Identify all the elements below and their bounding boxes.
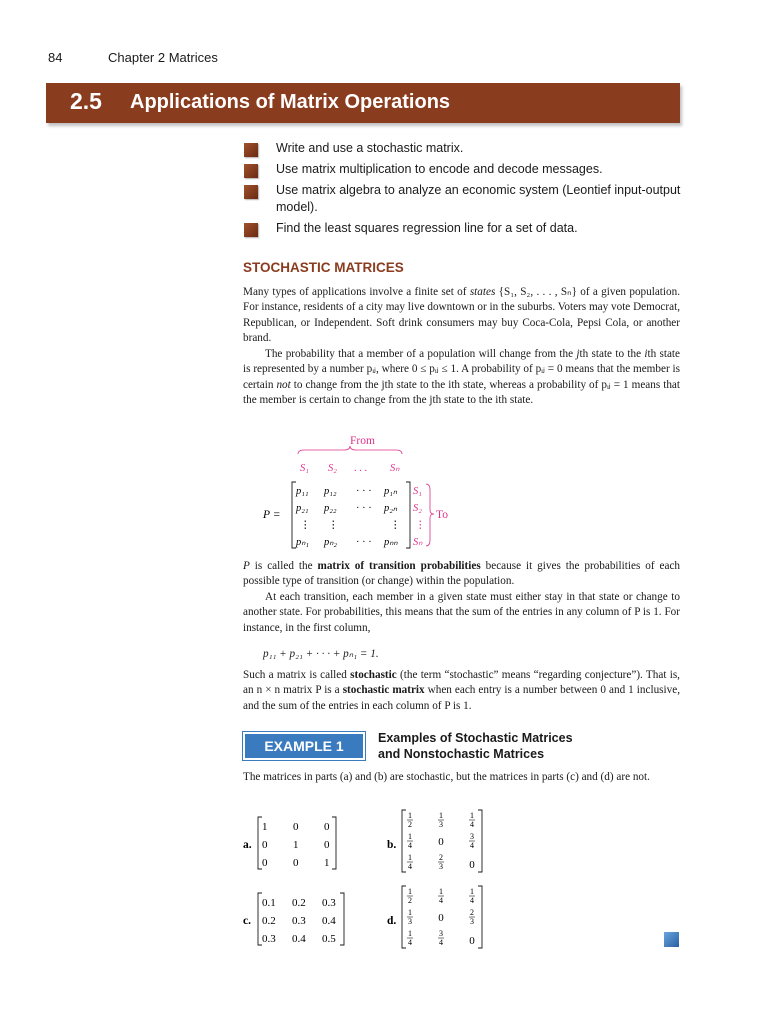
row-state: Sₙ: [413, 537, 423, 548]
matrix-entry: pₙ₂: [324, 537, 338, 548]
page-number: 84: [48, 50, 63, 65]
col-state: S₂: [328, 463, 337, 474]
fraction: [469, 832, 475, 850]
paragraph-probability: The probability that a member of a population will change from the jth state to the ith state is represented by a number pᵢⱼ, where 0 ≤ pᵢⱼ ≤ 1. A probability of pᵢⱼ = 0 means that the member is certain not to change from the jth state to the ith state, whereas a probability of pᵢⱼ = 1 means that the member is certain to change from the jth state to the ith state.: [243, 348, 681, 406]
matrix-entry: ⋮: [300, 520, 311, 531]
svg-text:1: 1: [408, 853, 412, 862]
matrix-entry: 0: [262, 857, 268, 869]
square-bullet-icon: [244, 164, 258, 178]
matrix-entry: p₂₂: [324, 503, 337, 514]
svg-text:1: 1: [470, 887, 474, 896]
matrix-entry: 0: [438, 836, 444, 848]
matrix-b: [384, 808, 494, 874]
svg-text:1: 1: [439, 887, 443, 896]
matrix-entry: pₙ₁: [296, 537, 310, 548]
svg-text:4: 4: [470, 841, 474, 850]
matrix-entry: 1: [262, 821, 268, 833]
svg-text:1: 1: [470, 811, 474, 820]
matrix-label: a.: [243, 839, 252, 851]
matrix-entry: 0.3: [262, 933, 276, 945]
objectives-list: [242, 140, 682, 241]
paragraph-stochastic-definition: Such a matrix is called stochastic (the term “stochastic” means “regarding conjecture”). That is, an n × n matrix P is a stochastic matrix when each entry is a number between 0 and 1 inclusive, and the sum of the entries in each column of P is 1.: [243, 669, 680, 712]
row-state: S₁: [413, 486, 422, 497]
fraction: [407, 887, 413, 905]
svg-text:4: 4: [439, 896, 443, 905]
matrix-label: d.: [387, 915, 397, 927]
example-title: Examples of Stochastic Matrices and Nonstochastic Matrices: [378, 731, 573, 761]
fraction: [438, 811, 444, 829]
right-bracket: [406, 482, 410, 548]
square-bullet-icon: [244, 185, 258, 199]
matrix-entry: 0: [293, 857, 299, 869]
svg-text:1: 1: [408, 832, 412, 841]
row-state: S₂: [413, 503, 422, 514]
fraction: [407, 832, 413, 850]
end-of-example-icon: [664, 932, 679, 947]
matrix-entry: 0.4: [322, 915, 336, 927]
from-label: From: [350, 435, 375, 447]
p-equals: P =: [263, 509, 281, 521]
objective-item: Use matrix algebra to analyze an economic system (Leontief input-output model).: [242, 182, 682, 216]
objective-item: Use matrix multiplication to encode and decode messages.: [242, 161, 682, 178]
matrix-entry: 0: [469, 935, 475, 947]
matrix-entry: 0.3: [292, 915, 306, 927]
matrix-entry: · · ·: [356, 537, 372, 548]
svg-text:1: 1: [408, 929, 412, 938]
matrix-entry: 0: [469, 859, 475, 871]
matrix-entry: p₂₁: [296, 503, 309, 514]
svg-text:4: 4: [439, 938, 443, 947]
svg-text:3: 3: [408, 917, 412, 926]
to-label: To: [436, 509, 448, 521]
matrix-entry: pₙₙ: [384, 537, 398, 548]
matrix-entry: · · ·: [356, 486, 372, 497]
paragraph-transition-matrix: P is called the matrix of transition probabilities because it gives the probabilities of each possible type of transition (or change) within the population.: [243, 560, 681, 588]
fraction: [407, 853, 413, 871]
matrix-label: b.: [387, 839, 397, 851]
svg-text:3: 3: [439, 862, 443, 871]
col-state: S₁: [300, 463, 309, 474]
svg-text:3: 3: [439, 820, 443, 829]
section-banner: [46, 83, 680, 123]
matrix-entry: 0: [324, 839, 330, 851]
svg-text:4: 4: [408, 862, 412, 871]
svg-text:2: 2: [470, 908, 474, 917]
matrix-entry: 0: [293, 821, 299, 833]
chapter-title: Chapter 2 Matrices: [108, 50, 218, 65]
fraction: [438, 929, 444, 947]
svg-text:1: 1: [408, 908, 412, 917]
column-sum-equation: p₁₁ + p₂₁ + · · · + pₙ₁ = 1.: [263, 648, 379, 660]
svg-text:3: 3: [439, 929, 443, 938]
fraction: [407, 811, 413, 829]
subsection-heading: STOCHASTIC MATRICES: [243, 260, 404, 275]
objective-item: Find the least squares regression line for a set of data.: [242, 220, 682, 237]
svg-text:2: 2: [408, 820, 412, 829]
svg-text:3: 3: [470, 832, 474, 841]
row-state: ⋮: [415, 520, 426, 531]
svg-text:1: 1: [439, 811, 443, 820]
matrix-entry: p₁ₙ: [384, 486, 398, 497]
matrix-entry: ⋮: [328, 520, 339, 531]
svg-text:4: 4: [408, 938, 412, 947]
svg-text:2: 2: [439, 853, 443, 862]
matrix-label: c.: [243, 915, 251, 927]
matrix-entry: 0.5: [322, 933, 336, 945]
transition-matrix-diagram: [258, 432, 478, 552]
example-intro: The matrices in parts (a) and (b) are stochastic, but the matrices in parts (c) and (d) are not.: [243, 771, 650, 783]
section-number: 2.5: [70, 88, 102, 114]
matrix-entry: 0: [324, 821, 330, 833]
fraction: [469, 811, 475, 829]
svg-text:4: 4: [470, 820, 474, 829]
col-state: Sₙ: [390, 463, 400, 474]
matrix-entry: 0: [438, 912, 444, 924]
matrix-entry: 0.1: [262, 897, 276, 909]
svg-text:4: 4: [470, 896, 474, 905]
matrix-entry: 1: [324, 857, 330, 869]
fraction: [469, 887, 475, 905]
section-title: Applications of Matrix Operations: [130, 91, 451, 113]
square-bullet-icon: [244, 143, 258, 157]
matrix-entry: 0.4: [292, 933, 306, 945]
matrix-entry: 0.2: [262, 915, 276, 927]
svg-text:4: 4: [408, 841, 412, 850]
matrix-entry: 0.3: [322, 897, 336, 909]
fraction: [438, 887, 444, 905]
paragraph-column-sum: At each transition, each member in a given state must either stay in that state or change to another state. For probabilities, this means that the sum of the entries in any column of P is 1. For instance, in the first column,: [243, 591, 680, 634]
svg-text:1: 1: [408, 811, 412, 820]
matrix-entry: p₁₁: [296, 486, 309, 497]
matrix-entry: ⋮: [390, 520, 401, 531]
matrix-a: [240, 815, 350, 871]
matrix-entry: 1: [293, 839, 299, 851]
matrix-entry: · · ·: [356, 503, 372, 514]
paragraph-states: Many types of applications involve a finite set of states {S₁, S₂, . . . , Sₙ} of a given population. For instance, residents of a city may live downtown or in the suburbs. Voters may vote Democrat, Republican, or Independent. Soft drink consumers may buy Coca-Cola, Pepsi Cola, or another brand.: [243, 286, 680, 344]
matrix-d: [384, 884, 494, 950]
fraction: [438, 853, 444, 871]
fraction: [469, 908, 475, 926]
to-brace: [426, 484, 434, 546]
objective-item: Write and use a stochastic matrix.: [242, 140, 682, 157]
example-label: EXAMPLE 1: [243, 732, 365, 760]
matrix-entry: 0.2: [292, 897, 306, 909]
matrix-entry: 0: [262, 839, 268, 851]
matrix-c: [240, 891, 350, 947]
fraction: [407, 929, 413, 947]
square-bullet-icon: [244, 223, 258, 237]
matrix-entry: p₂ₙ: [384, 503, 398, 514]
svg-text:3: 3: [470, 917, 474, 926]
col-state: . . .: [354, 463, 368, 474]
svg-text:1: 1: [408, 887, 412, 896]
fraction: [407, 908, 413, 926]
matrix-entry: p₁₂: [324, 486, 337, 497]
from-brace: [298, 446, 402, 454]
svg-text:2: 2: [408, 896, 412, 905]
